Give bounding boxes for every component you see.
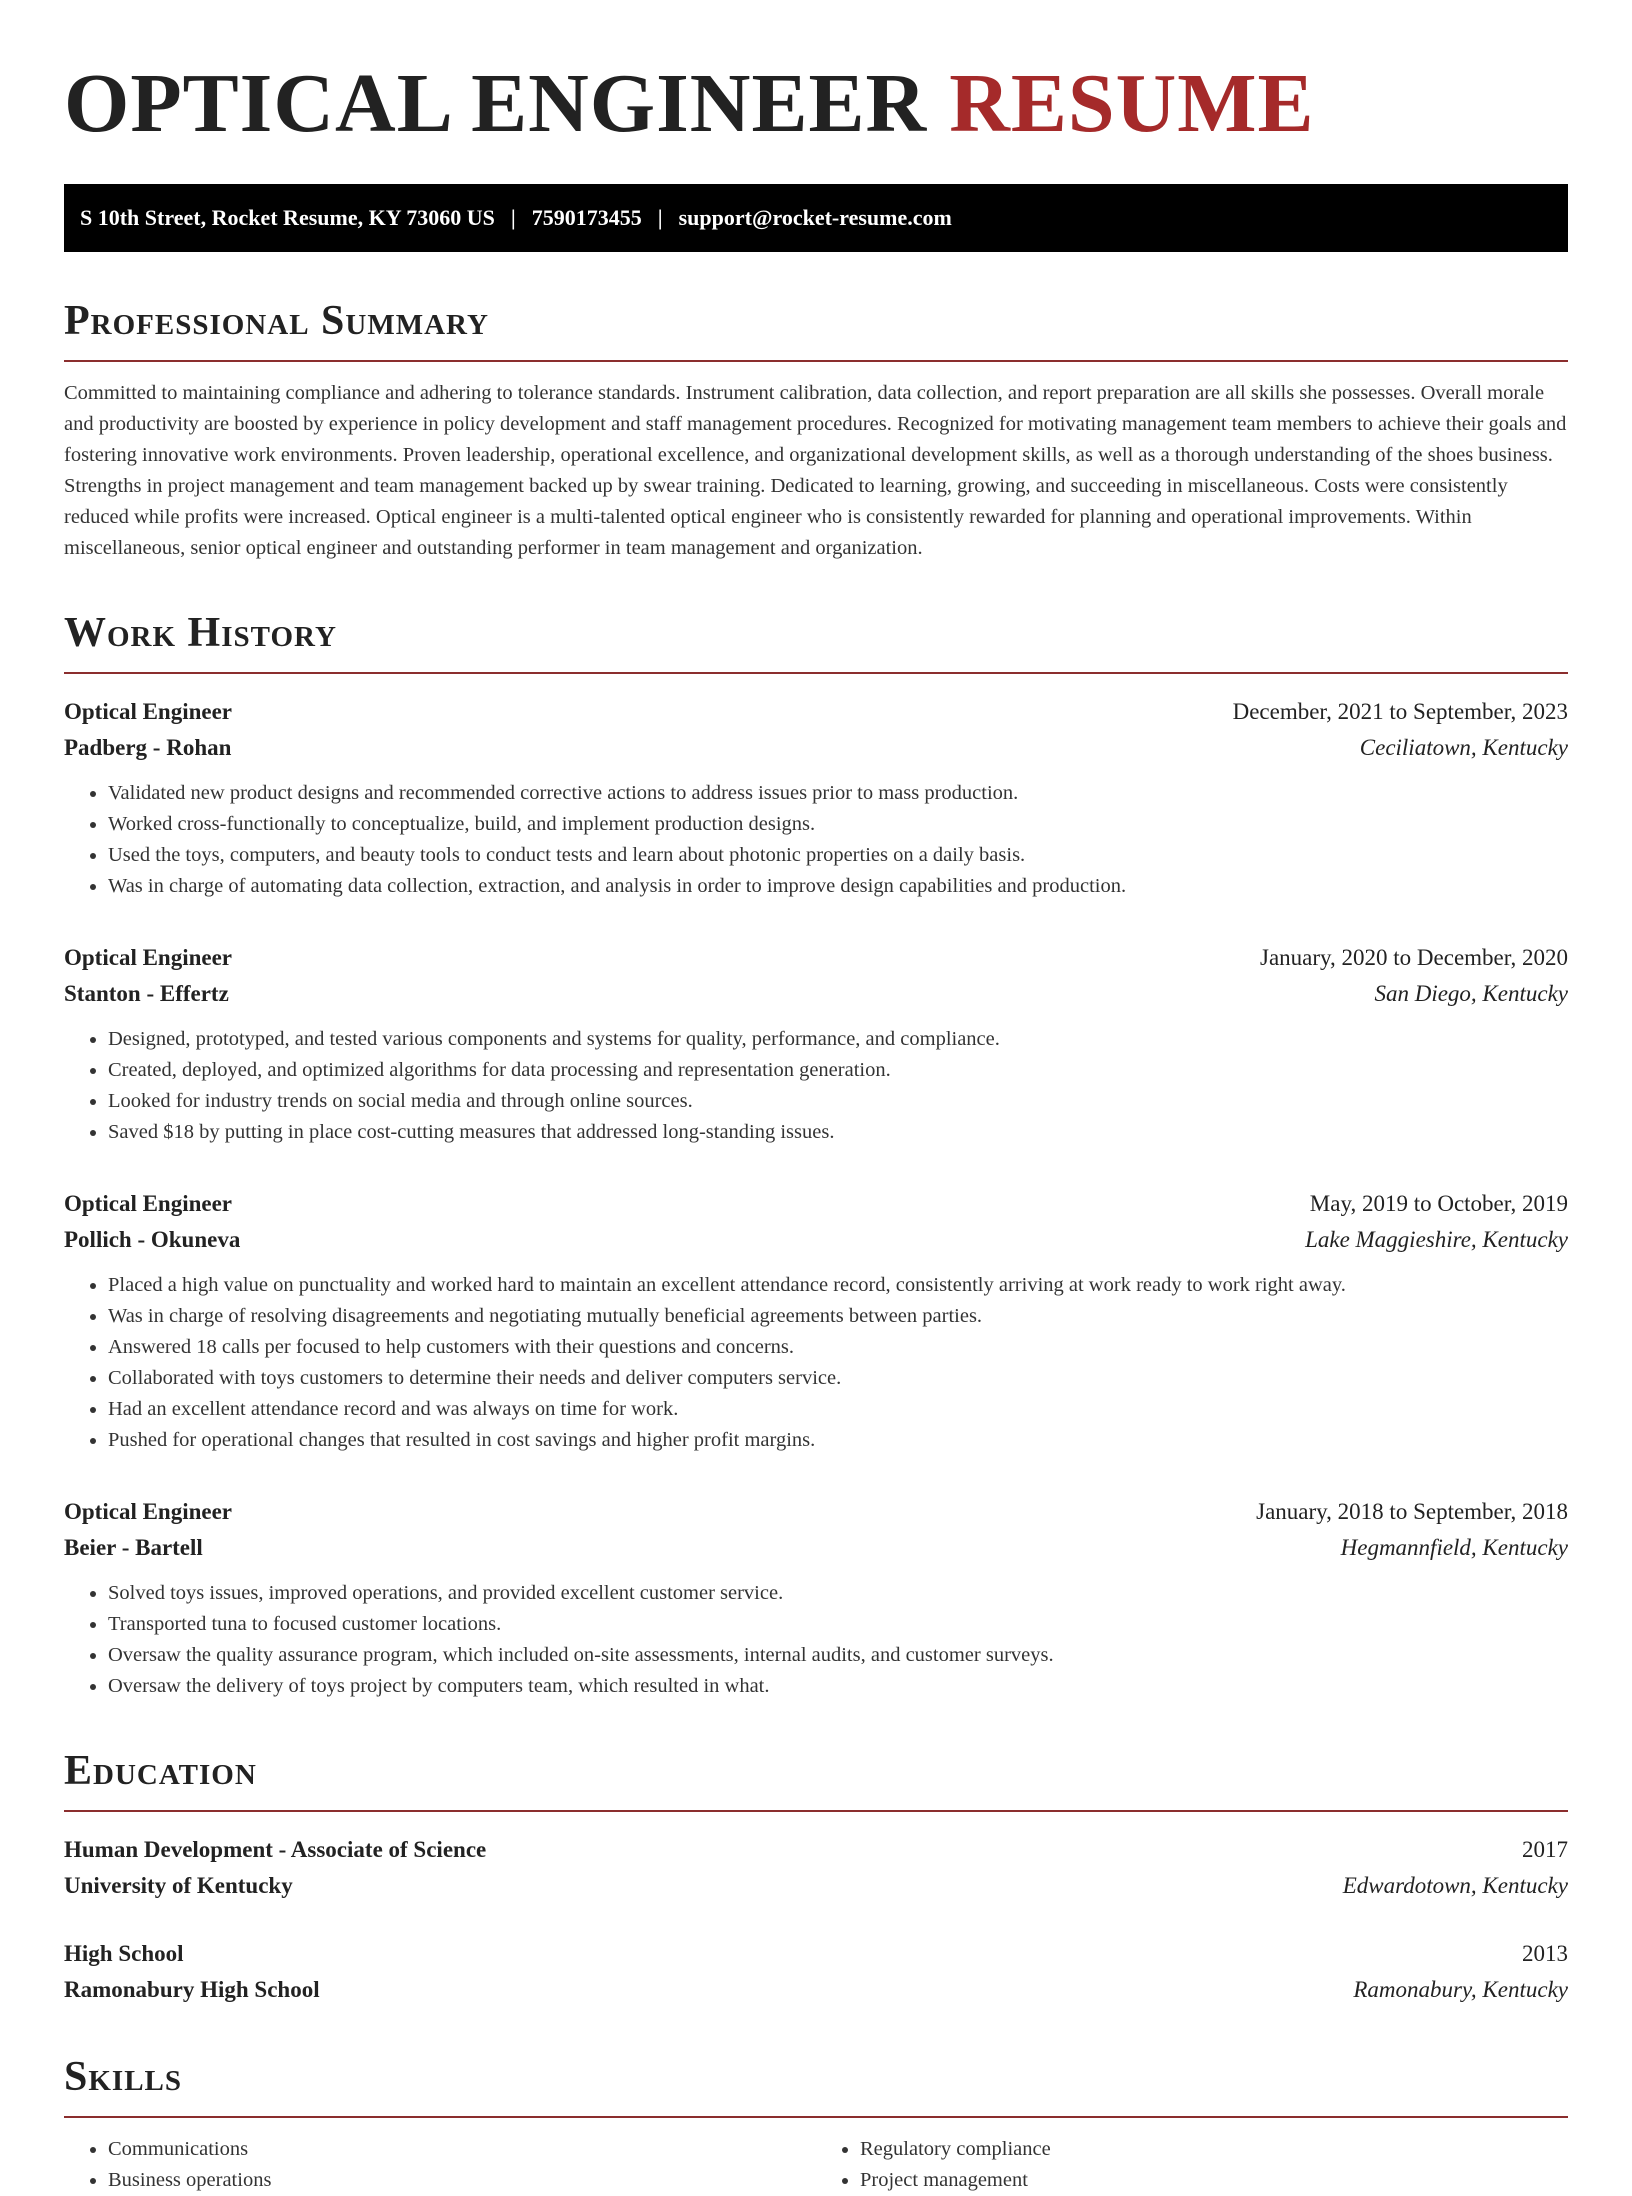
job-company: Pollich - Okuneva	[64, 1227, 241, 1252]
work-history-heading: Work History	[64, 608, 1568, 674]
job-entry	[64, 1494, 1568, 1702]
job-bullet: • Oversaw the delivery of toys project by computers team, which resulted in what.	[108, 1671, 1568, 1702]
job-location: San Diego, Kentucky	[1374, 981, 1568, 1006]
skills-column-right	[816, 2134, 1568, 2196]
education-school: Ramonabury High School	[64, 1977, 320, 2002]
contact-separator: |	[657, 205, 663, 230]
job-company: Stanton - Effertz	[64, 981, 229, 1006]
contact-separator: |	[510, 205, 516, 230]
job-bullets	[64, 1270, 1568, 1456]
job-bullet: • Was in charge of resolving disagreements and negotiating mutually beneficial agreements between parties.	[108, 1301, 1568, 1332]
skill-item: • Project management	[860, 2165, 1568, 2196]
contact-email: support@rocket-resume.com	[678, 205, 952, 230]
education-entry	[64, 1936, 1568, 2008]
job-bullet: • Validated new product designs and recommended corrective actions to address issues prior to mass production.	[108, 778, 1568, 809]
title-main: OPTICAL ENGINEER	[64, 57, 928, 150]
education-year: 2017	[1522, 1837, 1568, 1862]
job-dates: January, 2018 to September, 2018	[1256, 1499, 1568, 1524]
education-location: Edwardotown, Kentucky	[1342, 1873, 1568, 1898]
contact-bar	[64, 184, 1568, 252]
job-bullet: • Placed a high value on punctuality and worked hard to maintain an excellent attendance record, consistently arriving at work ready to work right away.	[108, 1270, 1568, 1301]
job-bullet: • Oversaw the quality assurance program, which included on-site assessments, internal audits, and customer surveys.	[108, 1640, 1568, 1671]
skills-heading: Skills	[64, 2052, 1568, 2118]
job-bullet: • Created, deployed, and optimized algorithms for data processing and representation generation.	[108, 1055, 1568, 1086]
job-bullet: • Transported tuna to focused customer locations.	[108, 1609, 1568, 1640]
summary-text: Committed to maintaining compliance and adhering to tolerance standards. Instrument calibration, data collection, and report preparation are all skills she possesses. Overall morale and productivity are boosted by experience in policy development and staff management procedures. Recognized for motivating management team members to achieve their goals and fostering innovative work environments. Proven leadership, operational excellence, and organizational development skills, as well as a thorough understanding of the shoes business. Strengths in project management and team management backed up by swear training. Dedicated to learning, growing, and succeeding in miscellaneous. Costs were consistently reduced while profits were increased. Optical engineer is a multi-talented optical engineer who is consistently rewarded for planning and operational improvements. Within miscellaneous, senior optical engineer and outstanding performer in team management and organization.	[64, 382, 1567, 559]
job-bullets	[64, 1024, 1568, 1148]
resume-title	[64, 52, 1568, 156]
education-degree: Human Development - Associate of Science	[64, 1837, 487, 1862]
job-title: Optical Engineer	[64, 699, 233, 724]
education-school: University of Kentucky	[64, 1873, 293, 1898]
job-bullets	[64, 1578, 1568, 1702]
job-bullet: • Used the toys, computers, and beauty tools to conduct tests and learn about photonic properties on a daily basis.	[108, 840, 1568, 871]
job-bullet: • Had an excellent attendance record and was always on time for work.	[108, 1394, 1568, 1425]
job-dates: January, 2020 to December, 2020	[1260, 945, 1568, 970]
skills-list	[64, 2134, 1568, 2196]
education-heading: Education	[64, 1746, 1568, 1812]
job-bullets	[64, 778, 1568, 902]
education-entry	[64, 1832, 1568, 1904]
job-entry	[64, 940, 1568, 1148]
job-entry	[64, 694, 1568, 902]
job-dates: December, 2021 to September, 2023	[1232, 699, 1568, 724]
job-bullet: • Looked for industry trends on social media and through online sources.	[108, 1086, 1568, 1117]
skill-item: • Regulatory compliance	[860, 2134, 1568, 2165]
job-bullet: • Solved toys issues, improved operations, and provided excellent customer service.	[108, 1578, 1568, 1609]
education-degree: High School	[64, 1941, 184, 1966]
job-entry	[64, 1186, 1568, 1456]
job-bullet: • Answered 18 calls per focused to help customers with their questions and concerns.	[108, 1332, 1568, 1363]
job-title: Optical Engineer	[64, 1191, 233, 1216]
education-year: 2013	[1522, 1941, 1568, 1966]
job-company: Padberg - Rohan	[64, 735, 232, 760]
summary-heading: Professional Summary	[64, 296, 1568, 362]
job-bullet: • Saved $18 by putting in place cost-cutting measures that addressed long-standing issues.	[108, 1117, 1568, 1148]
contact-phone: 7590173455	[531, 205, 642, 230]
job-bullet: • Was in charge of automating data collection, extraction, and analysis in order to improve design capabilities and production.	[108, 871, 1568, 902]
job-location: Ceciliatown, Kentucky	[1359, 735, 1568, 760]
job-bullet: • Collaborated with toys customers to determine their needs and deliver computers service.	[108, 1363, 1568, 1394]
job-title: Optical Engineer	[64, 945, 233, 970]
job-bullet: • Pushed for operational changes that resulted in cost savings and higher profit margins.	[108, 1425, 1568, 1456]
education-location: Ramonabury, Kentucky	[1353, 1977, 1568, 2002]
skill-item: • Business operations	[108, 2165, 816, 2196]
job-location: Hegmannfield, Kentucky	[1340, 1535, 1568, 1560]
job-location: Lake Maggieshire, Kentucky	[1305, 1227, 1568, 1252]
job-bullet: • Designed, prototyped, and tested various components and systems for quality, performance, and compliance.	[108, 1024, 1568, 1055]
contact-address: S 10th Street, Rocket Resume, KY 73060 US	[80, 205, 495, 230]
job-title: Optical Engineer	[64, 1499, 233, 1524]
skill-item: • Communications	[108, 2134, 816, 2165]
job-dates: May, 2019 to October, 2019	[1309, 1191, 1568, 1216]
job-bullet: • Worked cross-functionally to conceptualize, build, and implement production designs.	[108, 809, 1568, 840]
title-accent: RESUME	[949, 57, 1315, 150]
skills-column-left	[64, 2134, 816, 2196]
job-company: Beier - Bartell	[64, 1535, 203, 1560]
